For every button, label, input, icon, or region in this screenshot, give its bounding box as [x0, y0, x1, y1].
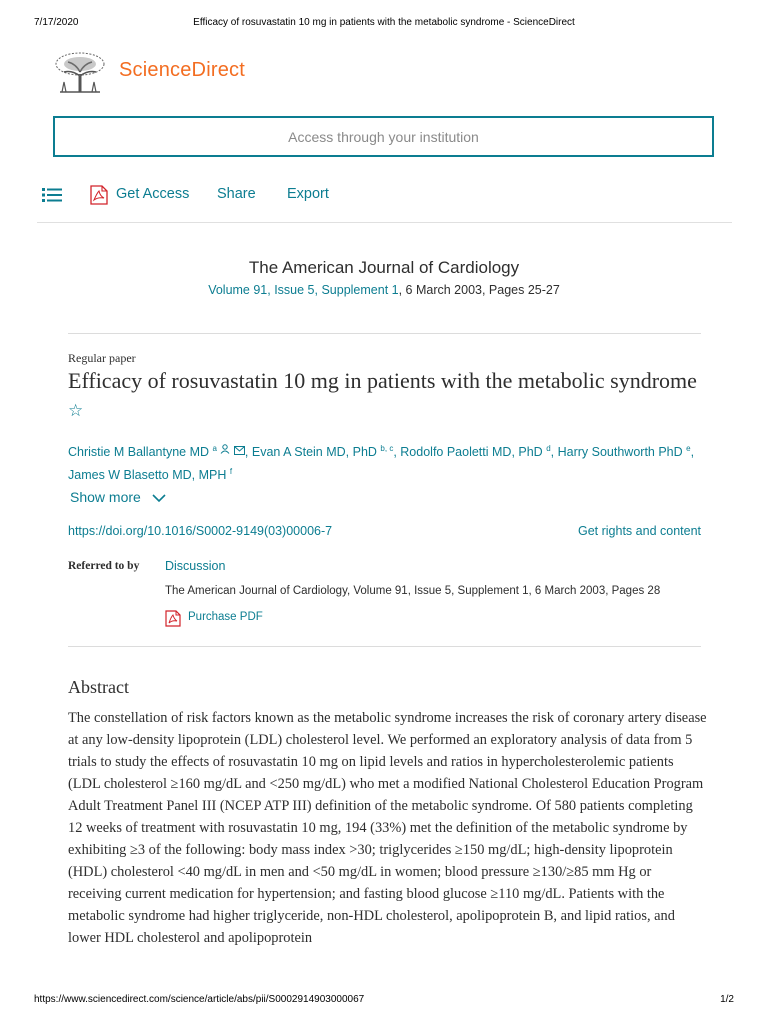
print-title: Efficacy of rosuvastatin 10 mg in patients with the metabolic syndrome - ScienceDirect [193, 17, 575, 28]
elsevier-tree-logo-icon[interactable] [52, 50, 108, 94]
author-affiliation[interactable]: b, c [380, 444, 394, 453]
section-divider [68, 646, 701, 647]
volume-link[interactable]: Volume 91, Issue 5, Supplement 1 [208, 283, 399, 297]
export-link[interactable]: Export [287, 186, 329, 202]
star-footnote-icon[interactable]: ☆ [68, 401, 84, 420]
chevron-down-icon[interactable] [152, 493, 166, 503]
referred-label: Referred to by [68, 560, 140, 572]
outline-list-icon[interactable] [42, 187, 62, 203]
author-affiliation[interactable]: d [546, 444, 551, 453]
purchase-pdf-link[interactable]: Purchase PDF [188, 611, 263, 623]
abstract-heading: Abstract [68, 677, 129, 697]
envelope-icon[interactable] [234, 446, 245, 455]
author-link[interactable]: Christie M Ballantyne MD [68, 445, 210, 460]
pdf-icon [90, 185, 108, 205]
pdf-icon [165, 610, 181, 627]
author-affiliation[interactable]: a [212, 444, 217, 453]
abstract-text: The constellation of risk factors known as the metabolic syndrome increases the risk of coronary artery disease at any low-density lipoprotein (LDL) cholesterol level. We performed an exploratory analysis of data from 5 trials to study the effects of rosuvastatin 10 mg on lipid levels and ratios in hypercholesterolemic patients (LDL cholesterol ≥160 mg/dL and <250 mg/dL) who met a modified National Cholesterol Education Program Adult Treatment Panel III (NCEP ATP III) definition of the metabolic syndrome. Of 580 patients completing 12 weeks of treatment with rosuvastatin 10 mg, 194 (33%) met the definition of the metabolic syndrome by exhibiting ≥3 of the following: body mass index >30; triglycerides ≥150 mg/dL; high-density lipoprotein (HDL) cholesterol <40 mg/dL in men and <50 mg/dL in women; blood pressure ≥130/≥85 mm Hg or receiving current medication for hypertension; and fasting blood glucose ≥110 mg/dL. Patients with the metabolic syndrome had higher triglyceride, non-HDL cholesterol, apolipoprotein B, and lipid ratios, and lower HDL cholesterol and apolipoprotein [68, 710, 707, 946]
header-divider [68, 333, 701, 334]
author-affiliation[interactable]: f [229, 467, 233, 477]
access-institution-button[interactable]: Access through your institution [53, 116, 714, 157]
issue-date-pages: , 6 March 2003, Pages 25-27 [398, 283, 560, 297]
footer-url: https://www.sciencedirect.com/science/article/abs/pii/S0002914903000067 [34, 994, 365, 1005]
article-title [68, 367, 708, 425]
sciencedirect-logo[interactable]: ScienceDirect [119, 59, 245, 81]
share-link[interactable]: Share [217, 186, 256, 202]
show-more-button[interactable]: Show more [70, 489, 141, 505]
author-link[interactable]: James W Blasetto MD, MPH [68, 468, 227, 483]
author-list: Christie M Ballantyne MD $^a$ , Evan A Stein MD, PhD $^{b, c}$, Rodolfo Paoletti MD, PhD $^d$, Harry Southworth PhD $^e$, James W Blasetto MD, MPH $^f$ [68, 444, 695, 483]
doi-link[interactable]: https://doi.org/10.1016/S0002-9149(03)00006-7 [68, 524, 333, 538]
get-access-link[interactable]: Get Access [116, 186, 190, 202]
print-date: 7/17/2020 [34, 17, 79, 28]
author-link[interactable]: Evan A Stein MD, PhD [251, 445, 377, 460]
journal-title[interactable]: The American Journal of Cardiology [248, 258, 520, 277]
article-title-text: Efficacy of rosuvastatin 10 mg in patients with the metabolic syndrome [68, 368, 697, 393]
article-type: Regular paper [68, 351, 136, 365]
toolbar-divider [37, 222, 732, 223]
referred-citation: The American Journal of Cardiology, Volume 91, Issue 5, Supplement 1, 6 March 2003, Pages 28 [165, 585, 661, 597]
footer-page-number: 1/2 [720, 994, 734, 1005]
discussion-link[interactable]: Discussion [165, 559, 226, 573]
author-affiliation[interactable]: e [686, 444, 691, 453]
person-icon[interactable] [220, 444, 230, 454]
journal-citation [0, 283, 768, 297]
author-link[interactable]: Rodolfo Paoletti MD, PhD [400, 445, 543, 460]
author-link[interactable]: Harry Southworth PhD [557, 445, 683, 460]
rights-link[interactable]: Get rights and content [578, 524, 701, 538]
